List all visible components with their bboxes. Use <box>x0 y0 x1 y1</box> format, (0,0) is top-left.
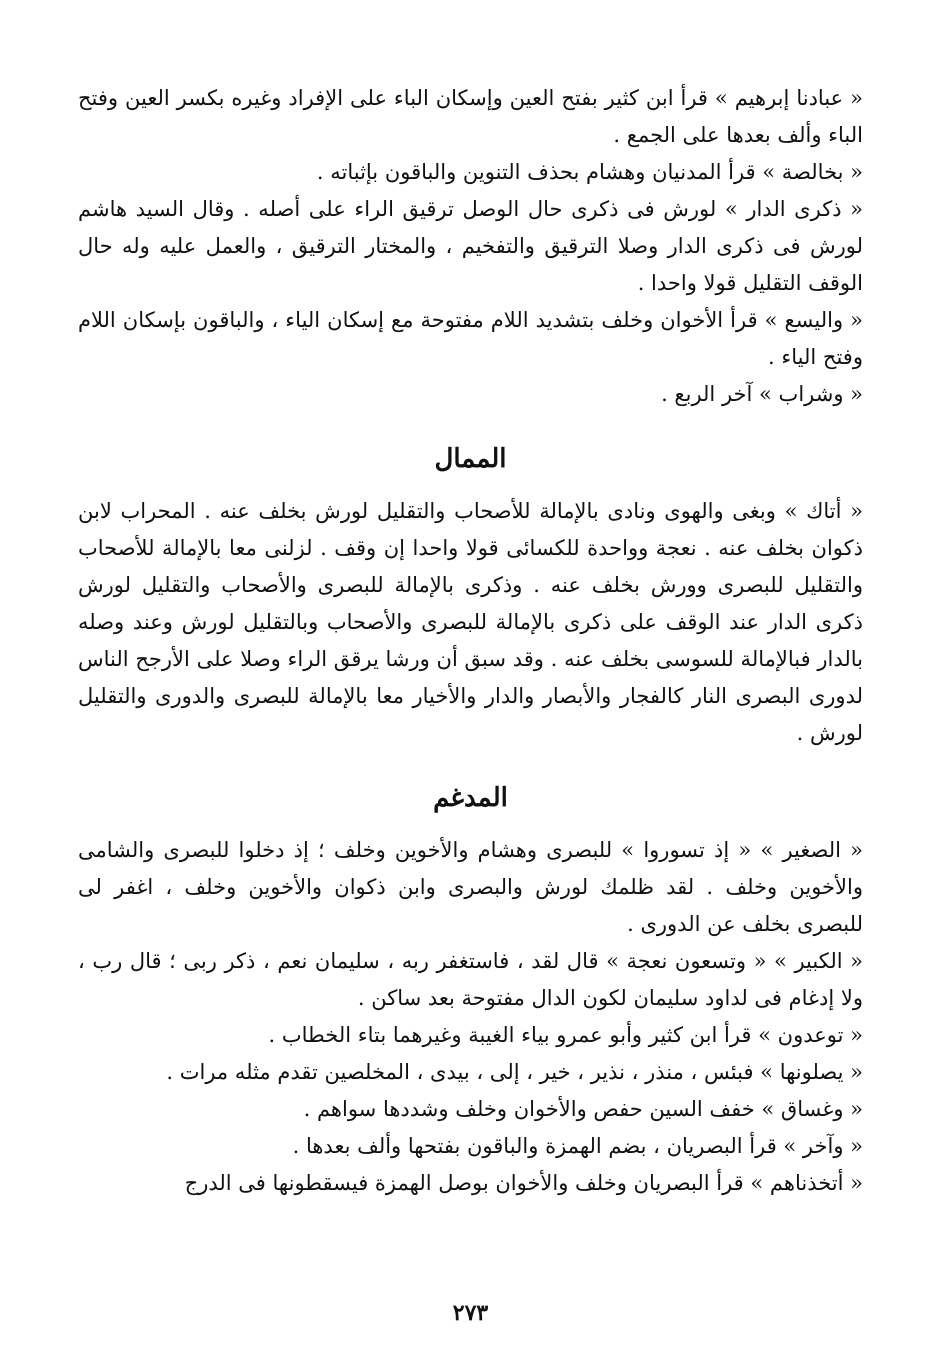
heading-al-mudgham: المدغم <box>433 783 508 813</box>
paragraph-ibadana: « عبادنا إبرهيم » قرأ ابن كثير بفتح العين وإسكان الباء على الإفراد وغيره بكسر العين وفتح الباء وألف بعدها على الجمع . <box>78 86 863 147</box>
heading-al-mumal: الممال <box>434 444 507 474</box>
paragraph-saghir: « الصغير » « إذ تسوروا » للبصرى وهشام والأخوين وخلف ؛ إذ دخلوا للبصرى والشامى والأخوين وخلف . لقد ظلمك لورش والبصرى وابن ذكوان والأخوين وخلف ، اغفر لى للبصرى بخلف عن الدورى . <box>78 838 863 936</box>
paragraph-wa-akhar: « وآخر » قرأ البصريان ، بضم الهمزة والباقون بفتحها وألف بعدها . <box>292 1134 863 1158</box>
paragraph-yaslawnaha: « يصلونها » فبئس ، منذر ، نذير ، خير ، إلى ، بيدى ، المخلصين تقدم مثله مرات . <box>166 1060 863 1084</box>
section-al-mudgham <box>78 832 863 1202</box>
paragraph-dhikra-ad-dar: « ذكرى الدار » لورش فى ذكرى حال الوصل ترقيق الراء على أصله . وقال السيد هاشم لورش فى ذكرى الدار وصلا الترقيق والتفخيم ، والمختار الترقيق ، والعمل عليه وله حال الوقف التقليل قولا واحدا . <box>78 197 863 295</box>
paragraph-mumal-body: « أتاك » وبغى والهوى ونادى بالإمالة للأصحاب والتقليل لورش بخلف عنه . المحراب لابن ذكوان بخلف عنه . نعجة وواحدة للكسائى قولا واحدا إن وقف . لزلنى معا بالإمالة للأصحاب والتقليل للبصرى وورش بخلف عنه . وذكرى بالإمالة للبصرى والأصحاب والتقليل لورش ذكرى الدار عند الوقف على ذكرى بالإمالة للبصرى والأصحاب وبالتقليل لورش وعند وصله بالدار فبالإمالة للسوسى بخلف عنه . وقد سبق أن ورشا يرقق الراء وصلا على الأرجح الناس لدورى البصرى النار كالفجار والأبصار والدار والأخيار معا بالإمالة للبصرى والدورى والتقليل لورش . <box>78 499 863 745</box>
page-number: ٢٧٣ <box>452 1300 489 1326</box>
paragraph-kabir: « الكبير » « وتسعون نعجة » قال لقد ، فاستغفر ربه ، سليمان نعم ، ذكر ربى ؛ قال رب ، ولا إدغام فى لداود سليمان لكون الدال مفتوحة بعد ساكن . <box>78 949 863 1010</box>
paragraph-tuadun: « توعدون » قرأ ابن كثير وأبو عمرو بياء الغيبة وغيرهما بتاء الخطاب . <box>268 1023 863 1047</box>
section-al-mumal <box>78 493 863 752</box>
section-farsh <box>78 80 863 413</box>
paragraph-wal-yasa: « واليسع » قرأ الأخوان وخلف بتشديد اللام مفتوحة مع إسكان الياء ، والباقون بإسكان اللام وفتح الياء . <box>78 308 863 369</box>
paragraph-wa-sharab: « وشراب » آخر الربع . <box>661 382 863 406</box>
paragraph-atakhadhnahum: « أتخذناهم » قرأ البصريان وخلف والأخوان بوصل الهمزة فيسقطونها فى الدرج <box>184 1171 863 1195</box>
paragraph-bikhalisa: « بخالصة » قرأ المدنيان وهشام بحذف التنوين والباقون بإثباته . <box>316 160 863 184</box>
paragraph-ghassaq: « وغساق » خفف السين حفص والأخوان وخلف وشددها سواهم . <box>303 1097 863 1121</box>
